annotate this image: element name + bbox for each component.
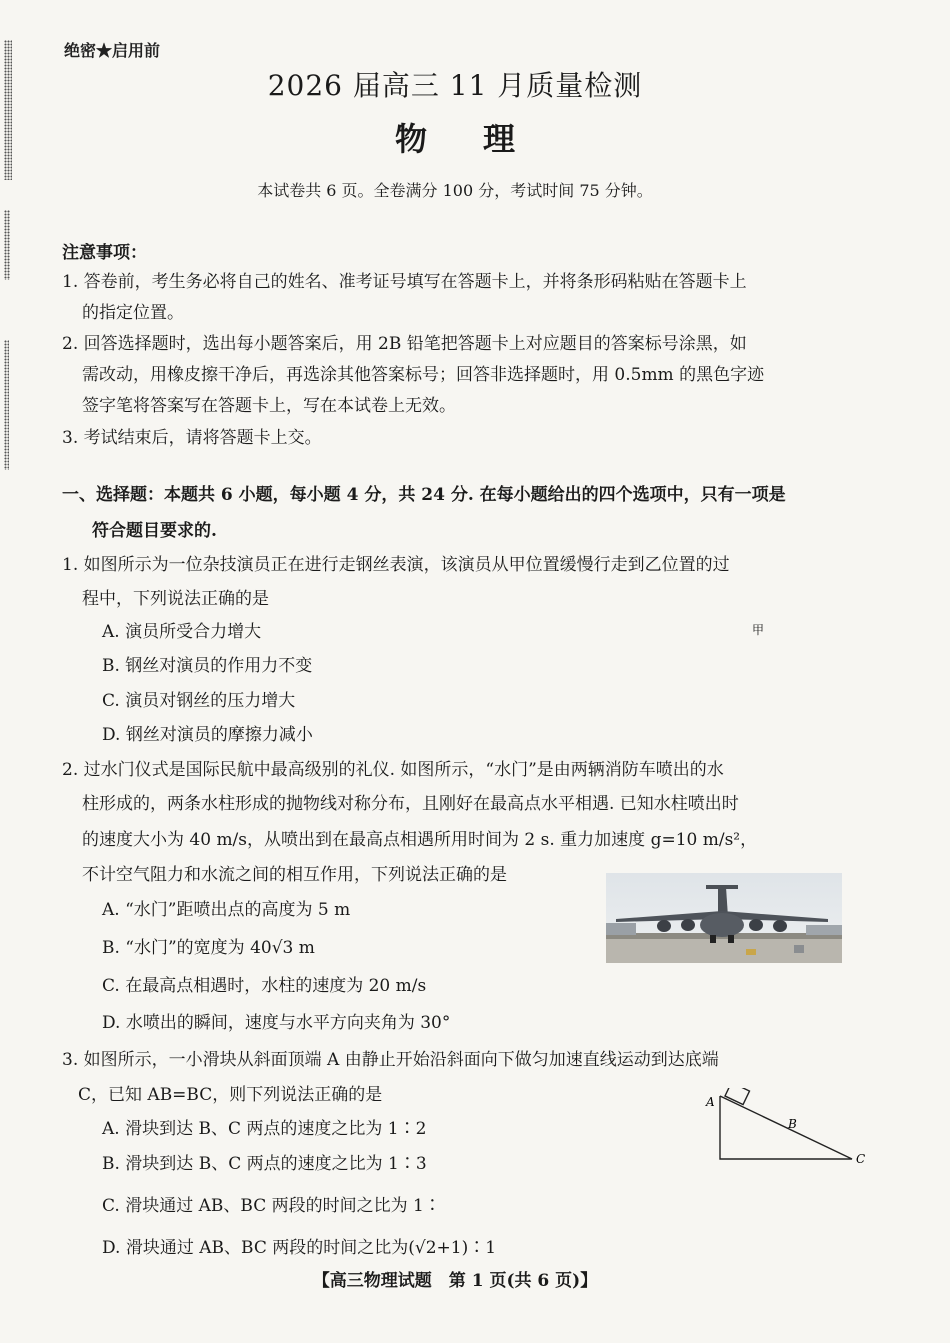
aircraft-photo xyxy=(606,873,842,963)
incline-triangle xyxy=(720,1096,852,1159)
q3-option-a: A. 滑块到达 B、C 两点的速度之比为 1∶2 xyxy=(102,1119,427,1139)
exam-intro: 本试卷共 6 页。全卷满分 100 分，考试时间 75 分钟。 xyxy=(257,181,653,200)
scan-edge-dots xyxy=(4,210,10,280)
q2-option-d: D. 水喷出的瞬间，速度与水平方向夹角为 30° xyxy=(102,1013,451,1033)
q2-stem: 不计空气阻力和水流之间的相互作用，下列说法正确的是 xyxy=(82,865,507,885)
q1-option-c: C. 演员对钢丝的压力增大 xyxy=(102,691,296,711)
q3-stem: 3. 如图所示，一小滑块从斜面顶端 A 由静止开始沿斜面向下做匀加速直线运动到达底端 xyxy=(62,1050,719,1070)
section-heading: 一、选择题：本题共 6 小题，每小题 4 分，共 24 分. 在每小题给出的四个选项中，只有一项是 xyxy=(62,485,786,505)
q1-option-b: B. 钢丝对演员的作用力不变 xyxy=(102,656,313,676)
q3-option-c: C. 滑块通过 AB、BC 两段的时间之比为 1∶ xyxy=(102,1196,441,1216)
subject-title: 物理 xyxy=(394,120,571,158)
q1-option-d: D. 钢丝对演员的摩擦力减小 xyxy=(102,725,313,745)
q1-stem: 程中，下列说法正确的是 xyxy=(82,589,269,609)
q3-stem: C，已知 AB=BC，则下列说法正确的是 xyxy=(78,1085,383,1105)
q2-option-a: A. “水门”距喷出点的高度为 5 m xyxy=(102,900,351,920)
label-c: C xyxy=(856,1152,866,1166)
notice-line: 的指定位置。 xyxy=(82,303,184,323)
q2-stem: 2. 过水门仪式是国际民航中最高级别的礼仪. 如图所示，“水门”是由两辆消防车喷出的水 xyxy=(62,760,724,780)
notice-line: 1. 答卷前，考生务必将自己的姓名、准考证号填写在答题卡上，并将条形码粘贴在答题卡上 xyxy=(62,272,747,292)
slider-block xyxy=(725,1088,750,1105)
q2-option-b: B. “水门”的宽度为 40√3 m xyxy=(102,938,315,958)
confidential-mark: 绝密★启用前 xyxy=(64,41,161,60)
q2-stem: 柱形成的，两条水柱形成的抛物线对称分布，且刚好在最高点水平相遇. 已知水柱喷出时 xyxy=(82,794,739,814)
notice-line: 需改动，用橡皮擦干净后，再选涂其他答案标号；回答非选择题时，用 0.5mm 的黑色字迹 xyxy=(82,365,765,385)
q2-option-c: C. 在最高点相遇时，水柱的速度为 20 m/s xyxy=(102,976,427,996)
q1-figure-label: 甲 xyxy=(752,623,765,637)
notice-line: 签字笔将答案写在答题卡上，写在本试卷上无效。 xyxy=(82,396,456,416)
label-b: B xyxy=(788,1117,797,1131)
q1-stem: 1. 如图所示为一位杂技演员正在进行走钢丝表演，该演员从甲位置缓慢行走到乙位置的过 xyxy=(62,555,730,575)
q3-option-d: D. 滑块通过 AB、BC 两段的时间之比为(√2+1)∶1 xyxy=(102,1238,497,1258)
notice-heading: 注意事项： xyxy=(62,243,147,263)
q3-option-b: B. 滑块到达 B、C 两点的速度之比为 1∶3 xyxy=(102,1154,427,1174)
page-footer: 【高三物理试题 第 1 页(共 6 页)】 xyxy=(312,1271,598,1291)
exam-title: 2026 届高三 11 月质量检测 xyxy=(267,69,643,102)
incline-diagram xyxy=(700,1088,880,1172)
q1-option-a: A. 演员所受合力增大 xyxy=(102,622,262,642)
section-heading-cont: 符合题目要求的. xyxy=(92,521,217,541)
q2-stem: 的速度大小为 40 m/s，从喷出到在最高点相遇所用时间为 2 s. 重力加速度 g=10 m/s²， xyxy=(82,830,758,850)
scan-edge-dots xyxy=(4,340,9,470)
notice-line: 3. 考试结束后，请将答题卡上交。 xyxy=(62,428,322,448)
notice-line: 2. 回答选择题时，选出每小题答案后，用 2B 铅笔把答题卡上对应题目的答案标号涂黑，如 xyxy=(62,334,747,354)
label-a: A xyxy=(706,1095,715,1109)
